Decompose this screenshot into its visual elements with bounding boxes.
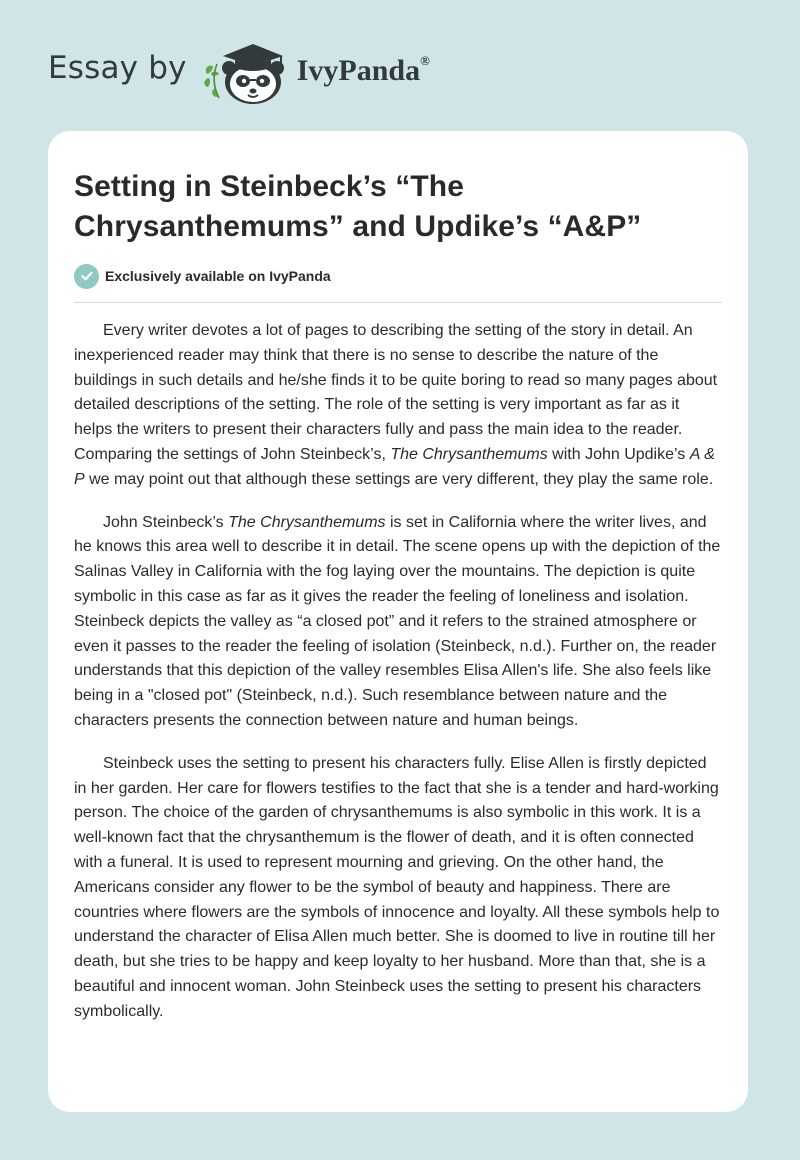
paragraph-1-italic-1: The Chrysanthemums (390, 445, 548, 463)
paragraph-3: Steinbeck uses the setting to present his characters fully. Elise Allen is firstly depicted in her garden. Her care for flowers testifies to the fact that she is a tender and hard-working person. The choice of the garden of chrysanthemums is also symbolic in this work. It is a well-known fact that the chrysanthemum is the flower of death, and it is often connected with a funeral. It is used to represent mourning and grieving. On the other hand, the Americans consider any flower to be the symbol of beauty and happiness. There are countries where flowers are the symbols of innocence and loyalty. All these symbols help to understand the character of Elisa Allen much better. She is doomed to live in routine till her death, but she tries to be happy and keep loyalty to her husband. More than that, she is a beautiful and innocent woman. John Steinbeck uses the setting to present his characters symbolically. (74, 754, 720, 1020)
check-circle-icon (74, 264, 99, 289)
paragraph-1-text-a: Every writer devotes a lot of pages to describing the setting of the story in detail. An inexperienced reader may think that there is no sense to describe the nature of the buildings in such details and he/she finds it to be quite boring to read so many pages about detailed descriptions of the setting. The role of the setting is very important as far as it helps the writers to present their characters fully and pass the main idea to the reader. Comparing the settings of John Steinbeck’s, (74, 322, 718, 463)
essay-title-line-2: Chrysanthemums” and Updike’s “A&P” (74, 210, 642, 243)
registered-mark: ® (420, 53, 430, 68)
essay-title (74, 167, 722, 247)
paragraph-2-text-b: is set in California where the writer lives, and he knows this area well to describe it in detail. The scene opens up with the depiction of the Salinas Valley in California with the fog laying over the mountains. The depiction is quite symbolic in this case as far as it gives the reader the feeling of loneliness and isolation. Steinbeck depicts the valley as “a closed pot” and it refers to the strained atmosphere or even it passes to the reader the feeling of isolation (Steinbeck, n.d.). Further on, the reader understands that this depiction of the valley resembles Elisa Allen's life. She also feels like being in a "closed pot" (Steinbeck, n.d.). Such resemblance between nature and the characters presents the connection between nature and human beings. (74, 513, 721, 729)
essay-title-line-1: Setting in Steinbeck’s “The (74, 170, 464, 203)
paragraph-1-text-c: we may point out that although these settings are very different, they play the same role. (84, 470, 714, 488)
exclusive-badge (74, 263, 722, 289)
paragraph-1-italic-2: A & P (74, 445, 715, 488)
essay-card (48, 131, 748, 1112)
site-header (48, 36, 430, 106)
ivypanda-logo-icon[interactable] (201, 36, 293, 106)
paragraph-1 (74, 319, 722, 493)
paragraph-2-italic-1: The Chrysanthemums (228, 513, 386, 531)
paragraph-2 (74, 511, 722, 734)
brand-name[interactable] (297, 54, 430, 88)
essay-body (74, 319, 722, 1025)
divider (74, 302, 722, 303)
paragraph-1-text-b: with John Updike’s (547, 445, 690, 463)
exclusive-badge-text: Exclusively available on IvyPanda (105, 268, 331, 284)
paragraph-2-text-a: John Steinbeck’s (103, 513, 229, 531)
essay-by-label: Essay by (48, 50, 187, 86)
brand-text[interactable]: IvyPanda (296, 54, 421, 87)
